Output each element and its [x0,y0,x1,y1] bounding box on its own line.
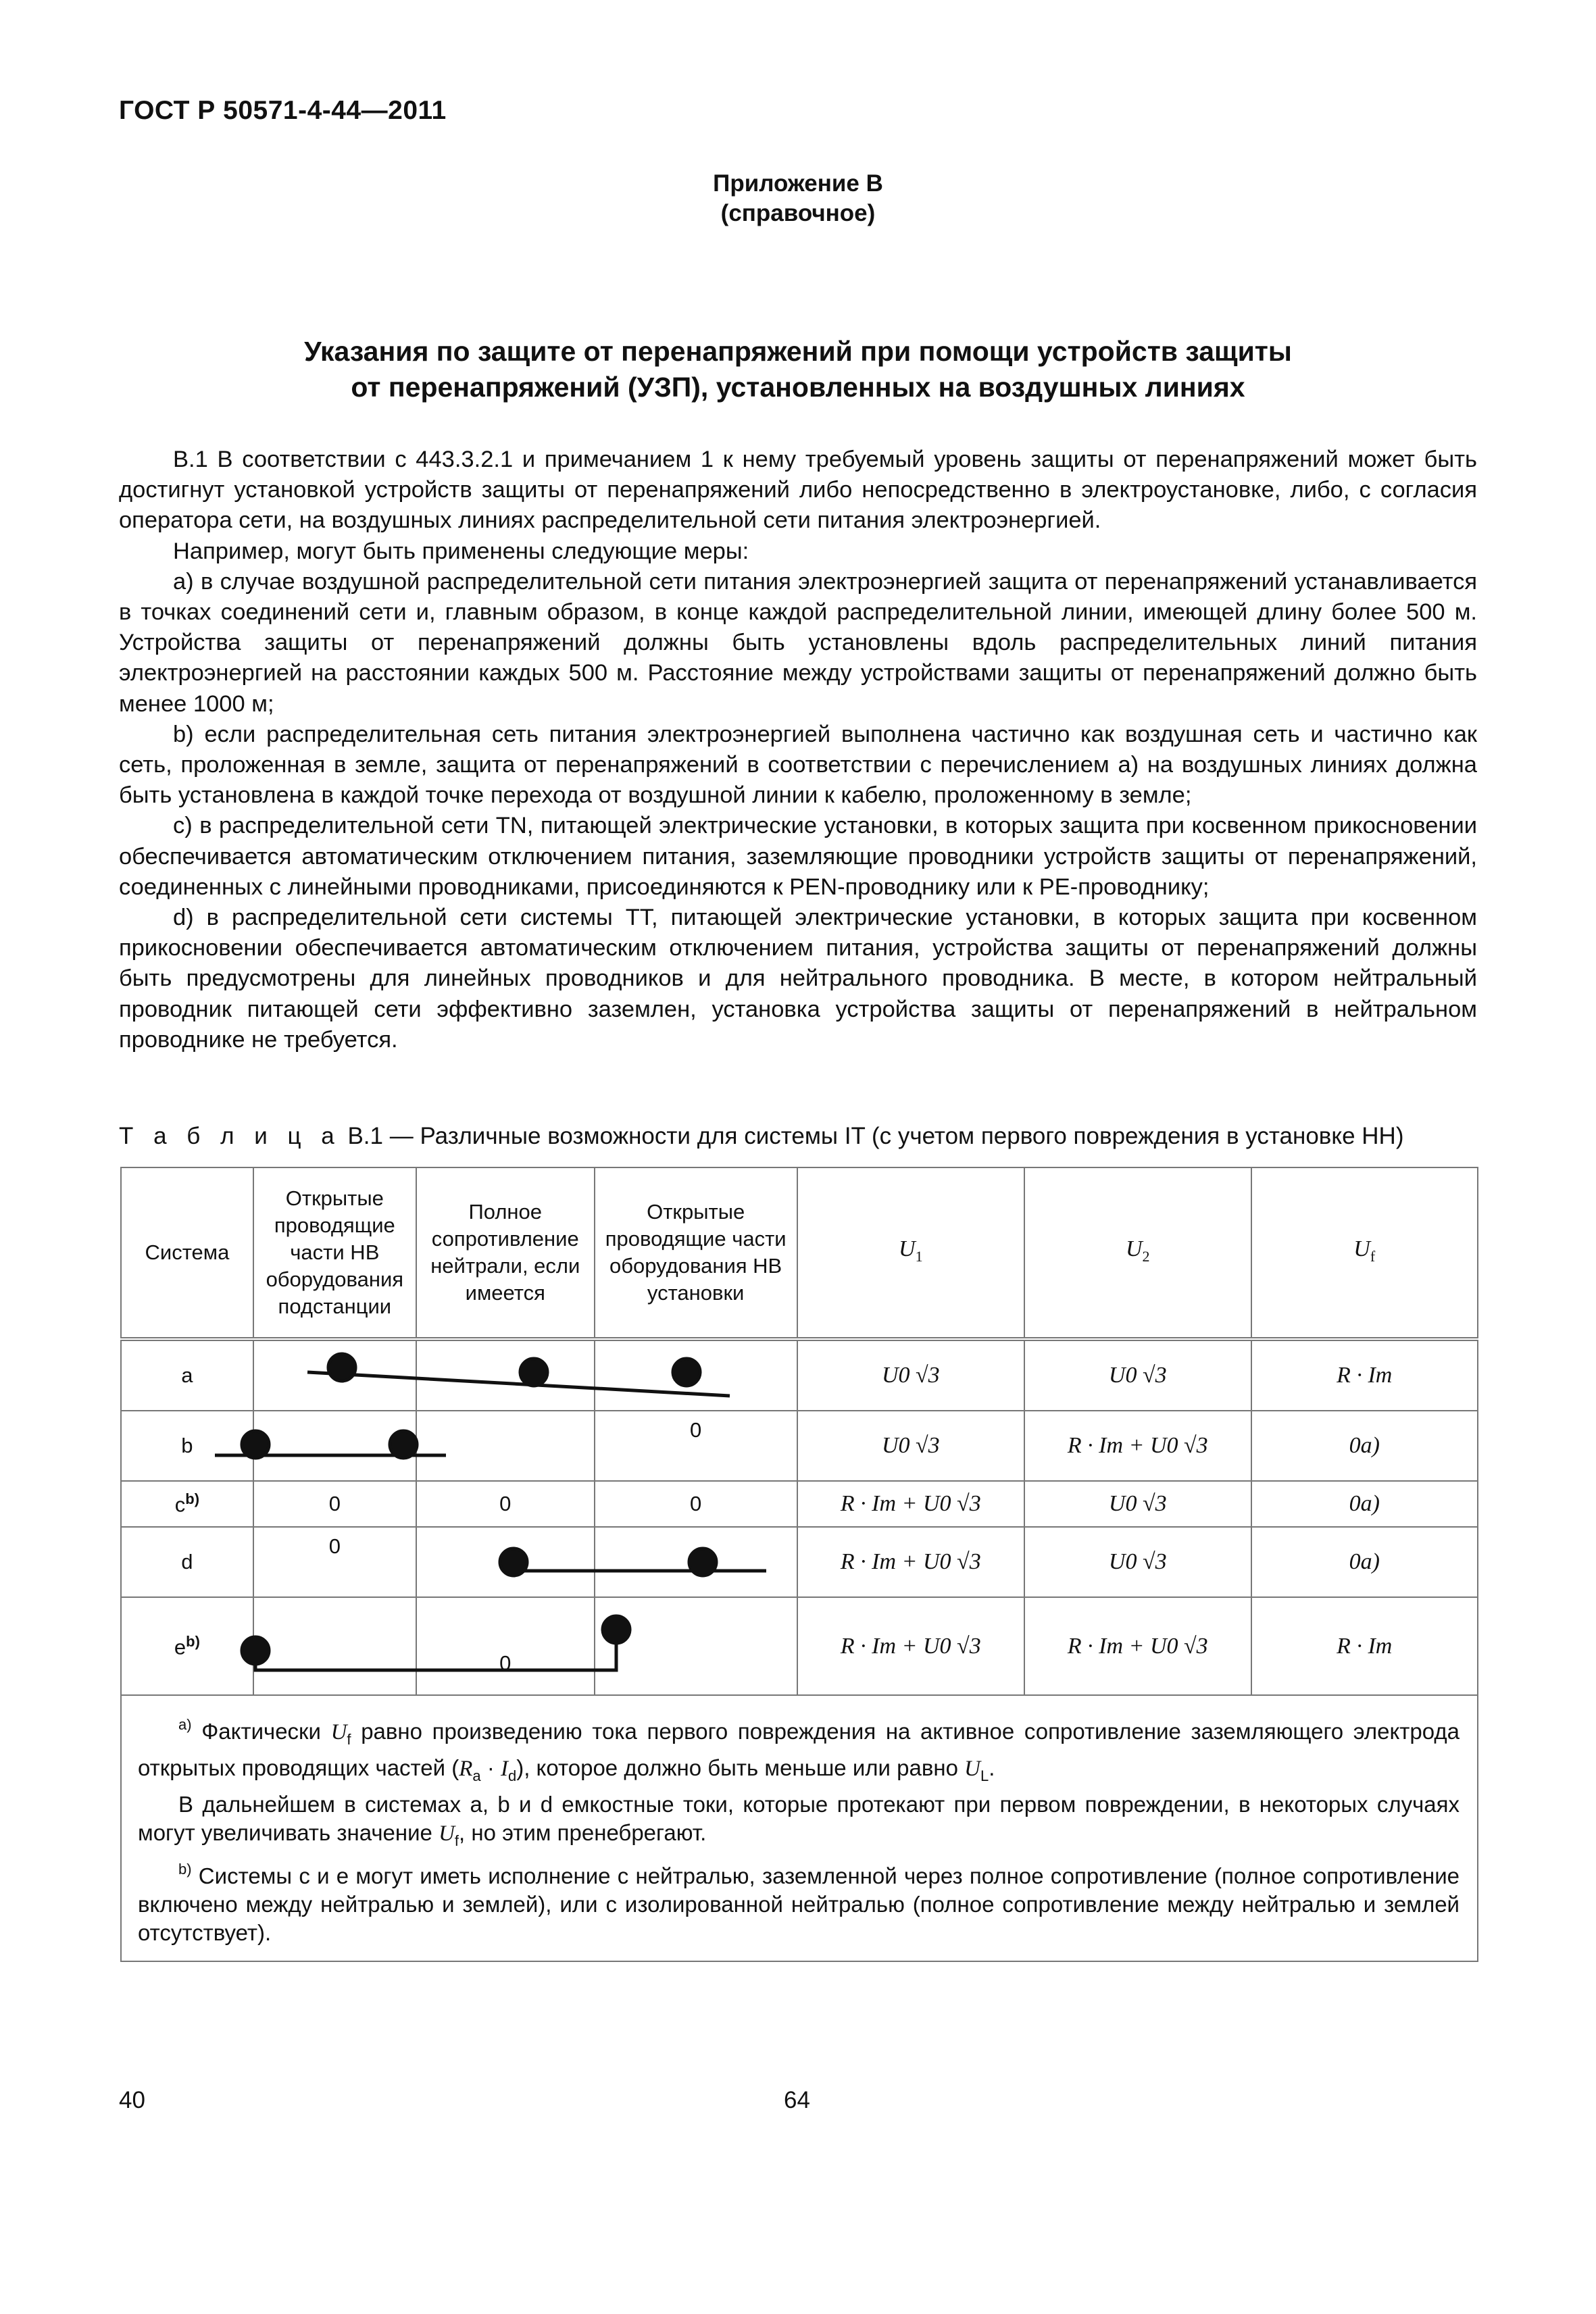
page-number-left: 40 [119,2087,145,2113]
value-u1: R · Im + U0 √3 [840,1549,981,1574]
value-u2: U0 √3 [1108,1491,1167,1516]
table-row [121,1411,1478,1481]
row-label: a [121,1339,253,1411]
cell-uf [1251,1339,1478,1411]
paragraph-d: d) в распределительной сети системы TT, питающей электрические установки, в которых защита при косвенном прикосновении обеспечивается автоматическим отключением питания, устройства защиты от перенапряжений должны быть предусмотрены для линейных проводников и для нейтрального проводника. В месте, в котором нейтральный проводник питающей сети эффективно заземлен, установка устройства защиты от перенапряжений в нейтральном проводнике не требуется. [119,905,1477,1053]
cell-u2 [1024,1597,1251,1695]
header-neutral-impedance: Полное сопротивление нейтрали, если имеется [416,1167,595,1339]
value-uf: 0a) [1349,1433,1380,1458]
value-u2: R · Im + U0 √3 [1067,1433,1208,1458]
table-notes [121,1695,1478,1961]
note-a-continued: В дальнейшем в системах a, b и d емкостные токи, которые протекают при первом повреждении, в некоторых случаях могут увеличивать значение $U_f$, но этим пренебрегают. [138,1792,1460,1849]
standard-code: ГОСТ Р 50571-4-44—2011 [119,96,447,125]
value-uf: 0a) [1349,1549,1380,1574]
row-label: d [121,1527,253,1597]
cell-u2 [1024,1481,1251,1527]
value-u1: R · Im + U0 √3 [840,1491,981,1516]
cell-uf [1251,1411,1478,1481]
header-u2-base: U [1125,1236,1143,1261]
appendix-title: Приложение В [713,170,883,197]
row-label: $c^{b)}$ [121,1481,253,1527]
section-title-line2: от перенапряжений (УЗП), установленных на воздушных линиях [351,372,1245,403]
page-number-center: 64 [784,2087,810,2113]
cell-u1 [797,1339,1024,1411]
table-notes-row [121,1695,1478,1961]
table-caption [119,1123,1403,1150]
table-header-row [121,1167,1478,1339]
paragraph-a: a) в случае воздушной распределительной сети питания электроэнергией защита от перенапряжений устанавливается в точках соединений сети и, главным образом, в конце каждой распределительной линии, имеющей длину более 500 м. Устройства защиты от перенапряжений должны быть установлены вдоль распределительных линий питания электроэнергией на расстоянии каждых 500 м. Расстояние между устройствами защиты от перенапряжений должно быть менее 1000 м; [119,568,1477,717]
appendix-type: (справочное) [720,200,876,226]
cell-uf [1251,1527,1478,1597]
row-label: $e^{b)}$ [121,1597,253,1695]
cell-u1 [797,1527,1024,1597]
note-a: $^{a)}$ Фактически $U_f$ равно произведению тока первого повреждения на активное сопротивление заземляющего электрода открытых проводящих частей $(R_a \cdot I_d)$, которое должно быть меньше или равно $U_L$. [138,1716,1460,1784]
cell-uf [1251,1481,1478,1527]
cell-u2 [1024,1527,1251,1597]
cell-u2 [1024,1339,1251,1411]
zero-value: 0 [499,1492,512,1515]
zero-value: 0 [690,1418,702,1442]
header-u2 [1024,1167,1251,1339]
zero-value: 0 [328,1492,341,1515]
table-row [121,1527,1478,1597]
value-u2: U0 √3 [1108,1363,1167,1388]
value-u2: R · Im + U0 √3 [1067,1633,1208,1659]
cell-uf [1251,1597,1478,1695]
cell-u1 [797,1411,1024,1481]
header-u1 [797,1167,1024,1339]
note-b: $^{b)}$ Системы c и e могут иметь исполнение с нейтралью, заземленной через полное сопротивление (полное сопротивление включено между нейтралью и землей), или с изолированной нейтралью (полное сопротивление между нейтралью и землей отсутствует). [138,1861,1460,1945]
cell-u1 [797,1597,1024,1695]
header-u2-sub: 2 [1142,1247,1150,1265]
paragraph-c: c) в распределительной сети TN, питающей электрические установки, в которых защита при косвенном прикосновении обеспечивается автоматическим отключением питания, заземляющие проводники устройств защиты от перенапряжений, соединенных с линейными проводниками, присоединяются к PEN-проводнику или к PE-проводнику; [119,813,1477,900]
paragraph-intro: Например, могут быть применены следующие меры: [173,538,749,564]
header-u1-sub: 1 [915,1247,923,1265]
value-u1: U0 √3 [881,1433,940,1458]
value-u1: R · Im + U0 √3 [840,1633,981,1659]
cell-u1 [797,1481,1024,1527]
header-substation-parts: Открытые проводящие части НВ оборудования подстанции [253,1167,416,1339]
row-label: b [121,1411,253,1481]
section-title-line1: Указания по защите от перенапряжений при помощи устройств защиты [304,336,1292,367]
table-caption-text: В.1 — Различные возможности для системы IT (с учетом первого повреждения в установке НН) [341,1123,1404,1149]
value-u2: U0 √3 [1108,1549,1167,1574]
zero-value: 0 [499,1651,512,1675]
table-caption-prefix: Т а б л и ц а [119,1123,341,1149]
header-uf-sub: f [1370,1247,1376,1265]
cell-u2 [1024,1411,1251,1481]
header-u1-base: U [899,1236,916,1261]
it-system-table [120,1167,1478,1962]
header-uf-base: U [1353,1236,1370,1261]
header-system: Система [121,1167,253,1339]
table-row [121,1481,1478,1527]
paragraph-b1: В.1 В соответствии с 443.3.2.1 и примечанием 1 к нему требуемый уровень защиты от перенапряжений может быть достигнут установкой устройств защиты от перенапряжений либо непосредственно в электроустановке, либо, с согласия оператора сети, на воздушных линиях распределительной сети питания электроэнергией. [119,447,1477,534]
header-uf [1251,1167,1478,1339]
value-uf: R · Im [1337,1633,1393,1659]
body-text [119,445,1477,1055]
value-u1: U0 √3 [881,1363,940,1388]
table-row [121,1339,1478,1411]
paragraph-b: b) если распределительная сеть питания электроэнергией выполнена частично как воздушная сеть и частично как сеть, проложенная в земле, защита от перенапряжений в соответствии с перечислением а) на воздушных линиях должна быть установлена в каждой точке перехода от воздушной линии к кабелю, проложенному в земле; [119,721,1477,809]
value-uf: R · Im [1337,1363,1393,1388]
zero-value: 0 [328,1534,341,1558]
table-row [121,1597,1478,1695]
zero-value: 0 [690,1492,702,1515]
value-uf: 0a) [1349,1491,1380,1516]
header-installation-parts: Открытые проводящие части оборудования НВ установки [595,1167,797,1339]
